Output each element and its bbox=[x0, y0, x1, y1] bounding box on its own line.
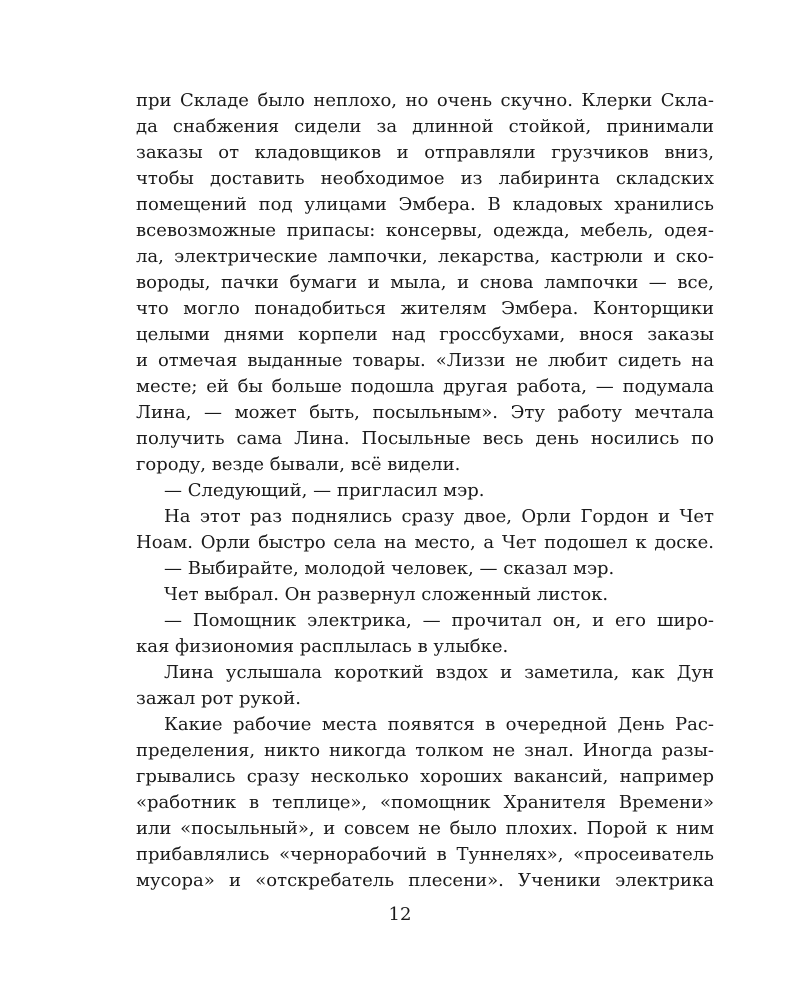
text-line: «работник в теплице», «помощник Хранителя Времени» bbox=[136, 792, 714, 813]
text-line: — Выбирайте, молодой человек, — сказал мэр. bbox=[164, 558, 615, 579]
text-line: Чет выбрал. Он развернул сложенный листок. bbox=[164, 584, 609, 605]
text-line: прибавлялись «чернорабочий в Туннелях», «просеиватель bbox=[136, 844, 714, 865]
text-line: чтобы доставить необходимое из лабиринта складских bbox=[136, 168, 714, 189]
text-line: пределения, никто никогда толком не знал. Иногда разы- bbox=[136, 740, 714, 761]
text-line: заказы от кладовщиков и отправляли грузчиков вниз, bbox=[136, 142, 714, 163]
text-line: вороды, пачки бумаги и мыла, и снова лампочки — все, bbox=[136, 272, 714, 293]
text-line: грывались сразу несколько хороших вакансий, например bbox=[136, 766, 714, 787]
text-line: что могло понадобиться жителям Эмбера. Конторщики bbox=[136, 298, 714, 319]
text-line: да снабжения сидели за длинной стойкой, принимали bbox=[136, 116, 714, 137]
text-line: ла, электрические лампочки, лекарства, кастрюли и ско- bbox=[136, 246, 714, 267]
text-line: Какие рабочие места появятся в очередной День Рас- bbox=[164, 714, 714, 735]
text-line: всевозможные припасы: консервы, одежда, мебель, одея- bbox=[136, 220, 714, 241]
text-line: На этот раз поднялись сразу двое, Орли Гордон и Чет bbox=[164, 506, 714, 527]
book-page-text bbox=[136, 88, 714, 894]
text-line: получить сама Лина. Посыльные весь день носились по bbox=[136, 428, 714, 449]
text-line: месте; ей бы больше подошла другая работа, — подумала bbox=[136, 376, 714, 397]
text-line: Лина, — может быть, посыльным». Эту работу мечтала bbox=[136, 402, 714, 423]
text-line: городу, везде бывали, всё видели. bbox=[136, 454, 461, 475]
text-line: Ноам. Орли быстро села на место, а Чет подошел к доске. bbox=[136, 532, 714, 553]
text-line: помещений под улицами Эмбера. В кладовых хранились bbox=[136, 194, 714, 215]
text-line: целыми днями корпели над гроссбухами, внося заказы bbox=[136, 324, 714, 345]
text-line: — Помощник электрика, — прочитал он, и его широ- bbox=[164, 610, 714, 631]
text-line: или «посыльный», и совсем не было плохих. Порой к ним bbox=[136, 818, 714, 839]
text-line: зажал рот рукой. bbox=[136, 688, 301, 709]
text-line: кая физиономия расплылась в улыбке. bbox=[136, 636, 509, 657]
text-line: при Складе было неплохо, но очень скучно. Клерки Скла- bbox=[136, 90, 714, 111]
text-line: и отмечая выданные товары. «Лиззи не любит сидеть на bbox=[136, 350, 714, 371]
text-line: Лина услышала короткий вздох и заметила, как Дун bbox=[164, 662, 714, 683]
text-line: — Следующий, — пригласил мэр. bbox=[164, 480, 485, 501]
page-number: 12 bbox=[388, 904, 412, 925]
text-line: мусора» и «отскребатель плесени». Ученики электрика bbox=[136, 870, 714, 891]
